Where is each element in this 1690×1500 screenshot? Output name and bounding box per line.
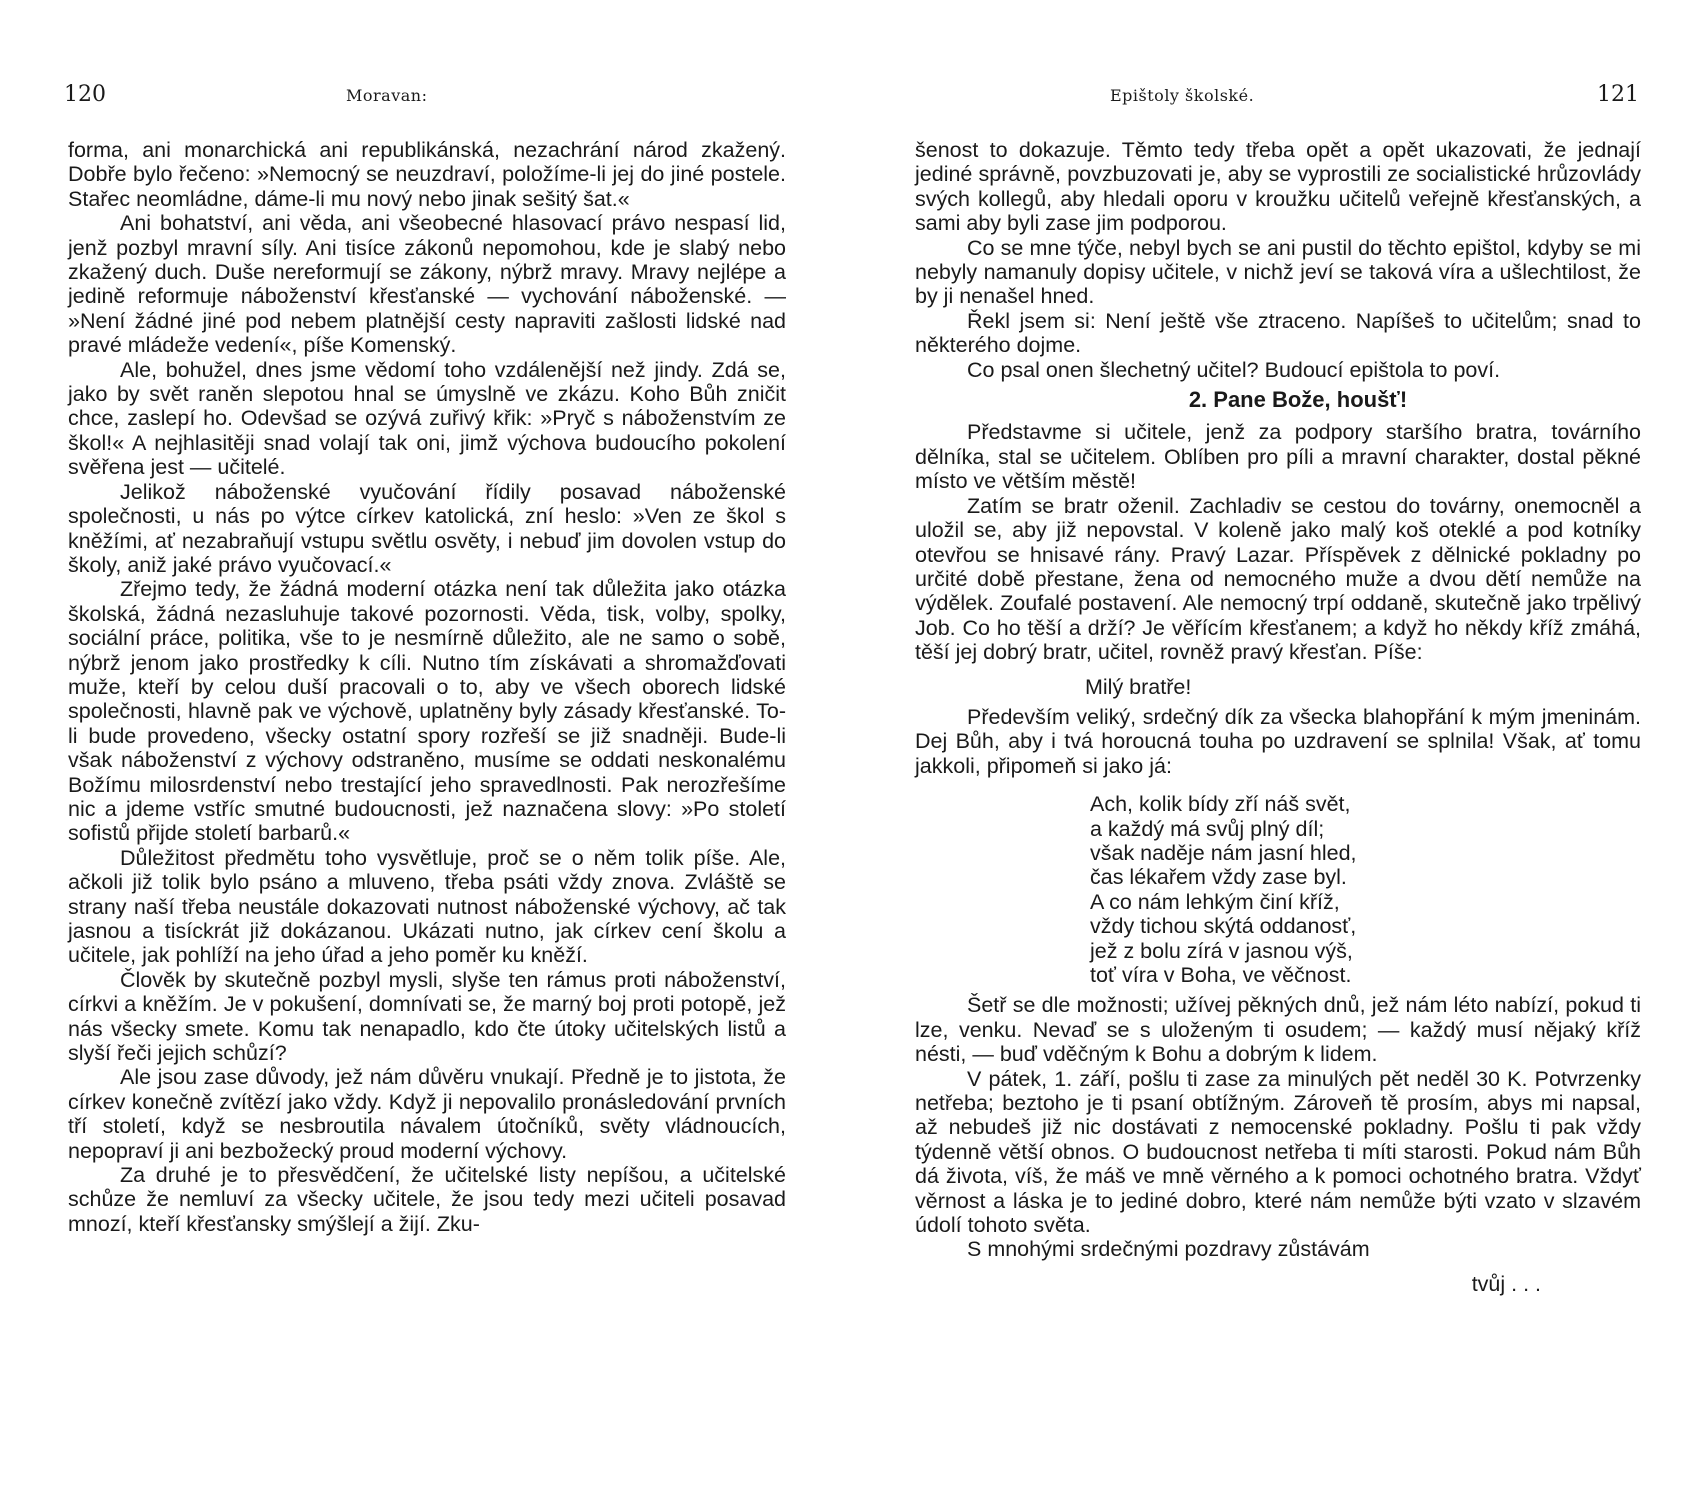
paragraph: forma, ani monarchická ani republikánská, nezachrání národ zkažený. Dobře bylo řečeno: »Nemocný se neuzdraví, položíme-li jej do jiné postele. Stařec neomládne, dáme-li mu nový nebo jinak sešitý šat.«: [68, 138, 786, 211]
left-running-head: Moravan:: [346, 86, 428, 105]
paragraph: Co psal onen šlechetný učitel? Budoucí epištola to poví.: [967, 357, 1501, 382]
letter-signoff: tvůj . . .: [1471, 1271, 1541, 1296]
poem-line: však naděje nám jasní hled,: [1090, 840, 1357, 865]
paragraph: Zatím se bratr oženil. Zachladiv se cestou do továrny, onemocněl a uložil se, aby již nepovstal. V koleně jako malý koš oteklé a pod kotníky otevřou se hnisavé rány. Pravý Lazar. Příspěvek z dělnické pokladny po určité době přestane, žena od nemocného muže a dvou dětí nemůže na výdělek. Zoufalé postavení. Ale nemocný trpí oddaně, skutečně jako trpělivý Job. Co ho těší a drží? Je věřícím křesťanem; a když ho někdy kříž zmáhá, těší jej dobrý bratr, učitel, rovněž pravý křesťan. Píše:: [915, 493, 1641, 665]
left-page-number: 120: [64, 82, 106, 107]
right-text-column: [915, 138, 1641, 1296]
letter-salutation: Milý bratře!: [1085, 674, 1192, 699]
section-title: 2. Pane Bože, houšť!: [1188, 387, 1408, 413]
paragraph: Ale, bohužel, dnes jsme vědomí toho vzdálenější než jindy. Zdá se, jako by svět raněn slepotou hnal se úmyslně ve zkázu. Koho Bůh zničit chce, zaslepí ho. Odevšad se ozývá zuřivý křik: »Pryč s náboženstvím ze škol!« A nejhlasitěji snad volají tak oni, jimž výchova budoucího pokolení svěřena jest — učitelé.: [68, 357, 786, 480]
paragraph: Za druhé je to přesvědčení, že učitelské listy nepíšou, a učitelské schůze že nemluví za všecky učitele, že jsou tedy mezi učiteli posavad mnozí, kteří křesťansky smýšlejí a žijí. Zku-: [68, 1163, 786, 1236]
poem-line: jež z bolu zírá v jasnou výš,: [1090, 938, 1353, 963]
paragraph: Zřejmo tedy, že žádná moderní otázka není tak důležita jako otázka školská, žádná nezasluhuje takové pozornosti. Věda, tisk, volby, spolky, sociální práce, politika, vše to je nesmírně důležito, ale ne samo o sobě, nýbrž jenom jako prostředky k cíli. Nutno tím získávati a shromažďovati muže, kteří by celou duší pracovali o to, aby ve všech oborech lidské společnosti, hlavně pak ve výchově, uplatněny byly zásady křesťanské. To-li bude provedeno, všecky ostatní spory rozřeší se již snadněji. Bude-li však náboženství z výchovy odstraněno, musíme se oddati neskonalému Božímu milosrdenství nebo trestající jeho spravedlnosti. Pak nerozřešíme nic a jdeme vstříc smutné budoucnosti, jež naznačena slovy: »Po století sofistů přijde století barbarů.«: [68, 577, 786, 846]
paragraph: Člověk by skutečně pozbyl mysli, slyše ten rámus proti náboženství, církvi a kněžím. Je v pokušení, domnívati se, že marný boj proti potopě, jež nás všecky smete. Komu tak nenapadlo, kdo čte útoky učitelských listů a slyší řeči jejich schůzí?: [68, 967, 786, 1066]
poem-line: a každý má svůj plný díl;: [1090, 816, 1325, 841]
paragraph: Ani bohatství, ani věda, ani všeobecné hlasovací právo nespasí lid, jenž pozbyl mravní síly. Ani tisíce zákonů nepomohou, kde je slabý nebo zkažený duch. Duše nereformují se zákony, nýbrž mravy. Mravy nejlépe a jedině reformuje náboženství křesťanské — vychování náboženské. — »Není žádné jiné pod nebem platnější cesty napraviti zašlosti lidské nad pravé mládeže vedení«, píše Komenský.: [68, 211, 786, 358]
right-running-head: Epištoly školské.: [1110, 86, 1255, 105]
paragraph: V pátek, 1. září, pošlu ti zase za minulých pět neděl 30 K. Potvrzenky netřeba; beztoho je ti psaní obtížným. Zároveň tě prosím, abys mi napsal, až nebudeš již nic dostávati z nemocenské pokladny. Pošlu ti pak vždy týdenně větší obnos. O budoucnost netřeba ti míti starosti. Pokud nám Bůh dá života, víš, že máš ve mně věrného a k pomoci ochotného bratra. Vždyť věrnost a láska je to jediné dobro, které nám nemůže býti vzato v slzavém údolí tohoto světa.: [915, 1066, 1641, 1238]
paragraph: Řekl jsem si: Není ještě vše ztraceno. Napíšeš to učitelům; snad to některého dojme.: [915, 308, 1641, 358]
poem-line: toť víra v Boha, ve věčnost.: [1090, 963, 1352, 987]
paragraph: Šetř se dle možnosti; užívej pěkných dnů, jež nám léto nabízí, pokud ti lze, venku. Nevaď se s uloženým ti osudem; — každý musí nějaký kříž nésti, — buď vděčným k Bohu a dobrým k lidem.: [915, 993, 1641, 1067]
poem: [1090, 792, 1641, 987]
poem-line: čas lékařem vždy zase byl.: [1090, 865, 1347, 890]
paragraph: Ale jsou zase důvody, jež nám důvěru vnukají. Předně je to jistota, že církev konečně zvítězí jako vždy. Když ji nepovalilo pronásledování prvních tří století, když se nesbroutila návalem útočníků, světy vládnoucích, nepopraví ji ani bezbožecký proud moderní výchovy.: [68, 1065, 786, 1163]
poem-line: vždy tichou skýtá oddanosť,: [1090, 914, 1357, 939]
paragraph: šenost to dokazuje. Těmto tedy třeba opět a opět ukazovati, že jednají jediné správně, povzbuzovati je, aby se vyprostili ze socialistické hrůzovlády svých kollegů, aby hledali oporu v kroužku učitelů veřejně křesťanských, a sami aby byli zase jim podporou.: [915, 138, 1641, 236]
paragraph: Jelikož náboženské vyučování řídily posavad náboženské společnosti, u nás po výtce církev katolická, zní heslo: »Ven ze škol s kněžími, ať nezabraňují vstupu světlu osvěty, i nebuď jim dovolen vstup do školy, aniž jaké právo vyučovací.«: [68, 479, 786, 577]
left-text-column: [68, 138, 786, 1236]
paragraph: Představme si učitele, jenž za podpory staršího bratra, továrního dělníka, stal se učitelem. Oblíben pro píli a mravní charakter, dostal pěkné místo ve větším městě!: [915, 420, 1641, 494]
right-page-number: 121: [1597, 82, 1639, 107]
right-page: [845, 0, 1690, 1500]
poem-line: A co nám lehkým činí kříž,: [1090, 889, 1340, 914]
letter-intro: Především veliký, srdečný dík za všecka blahopřání k mým jmeninám. Dej Bůh, aby i tvá horoucná touha po uzdravení se splnila! Však, ať tomu jakkoli, připomeň si jako já:: [915, 704, 1641, 778]
paragraph: S mnohými srdečnými pozdravy zůstávám: [967, 1237, 1370, 1262]
paragraph: Důležitost předmětu toho vysvětluje, proč se o něm tolik píše. Ale, ačkoli již tolik bylo psáno a mluveno, třeba psáti vždy znova. Zvláště se strany naší třeba neustále dokazovati nutnost náboženské výchovy, ač tak jasnou a tisíckrát již dokázanou. Ukázati nutno, jak církev cení školu a učitele, jak pohlíží na jeho úřad a jeho poměr ku kněží.: [68, 845, 786, 968]
poem-line: Ach, kolik bídy zří náš svět,: [1090, 792, 1351, 817]
paragraph: Co se mne týče, nebyl bych se ani pustil do těchto epištol, kdyby se mi nebyly namanuly dopisy učitele, v nichž jeví se taková víra a ušlechtilost, že by ji nenašel hned.: [915, 235, 1641, 309]
